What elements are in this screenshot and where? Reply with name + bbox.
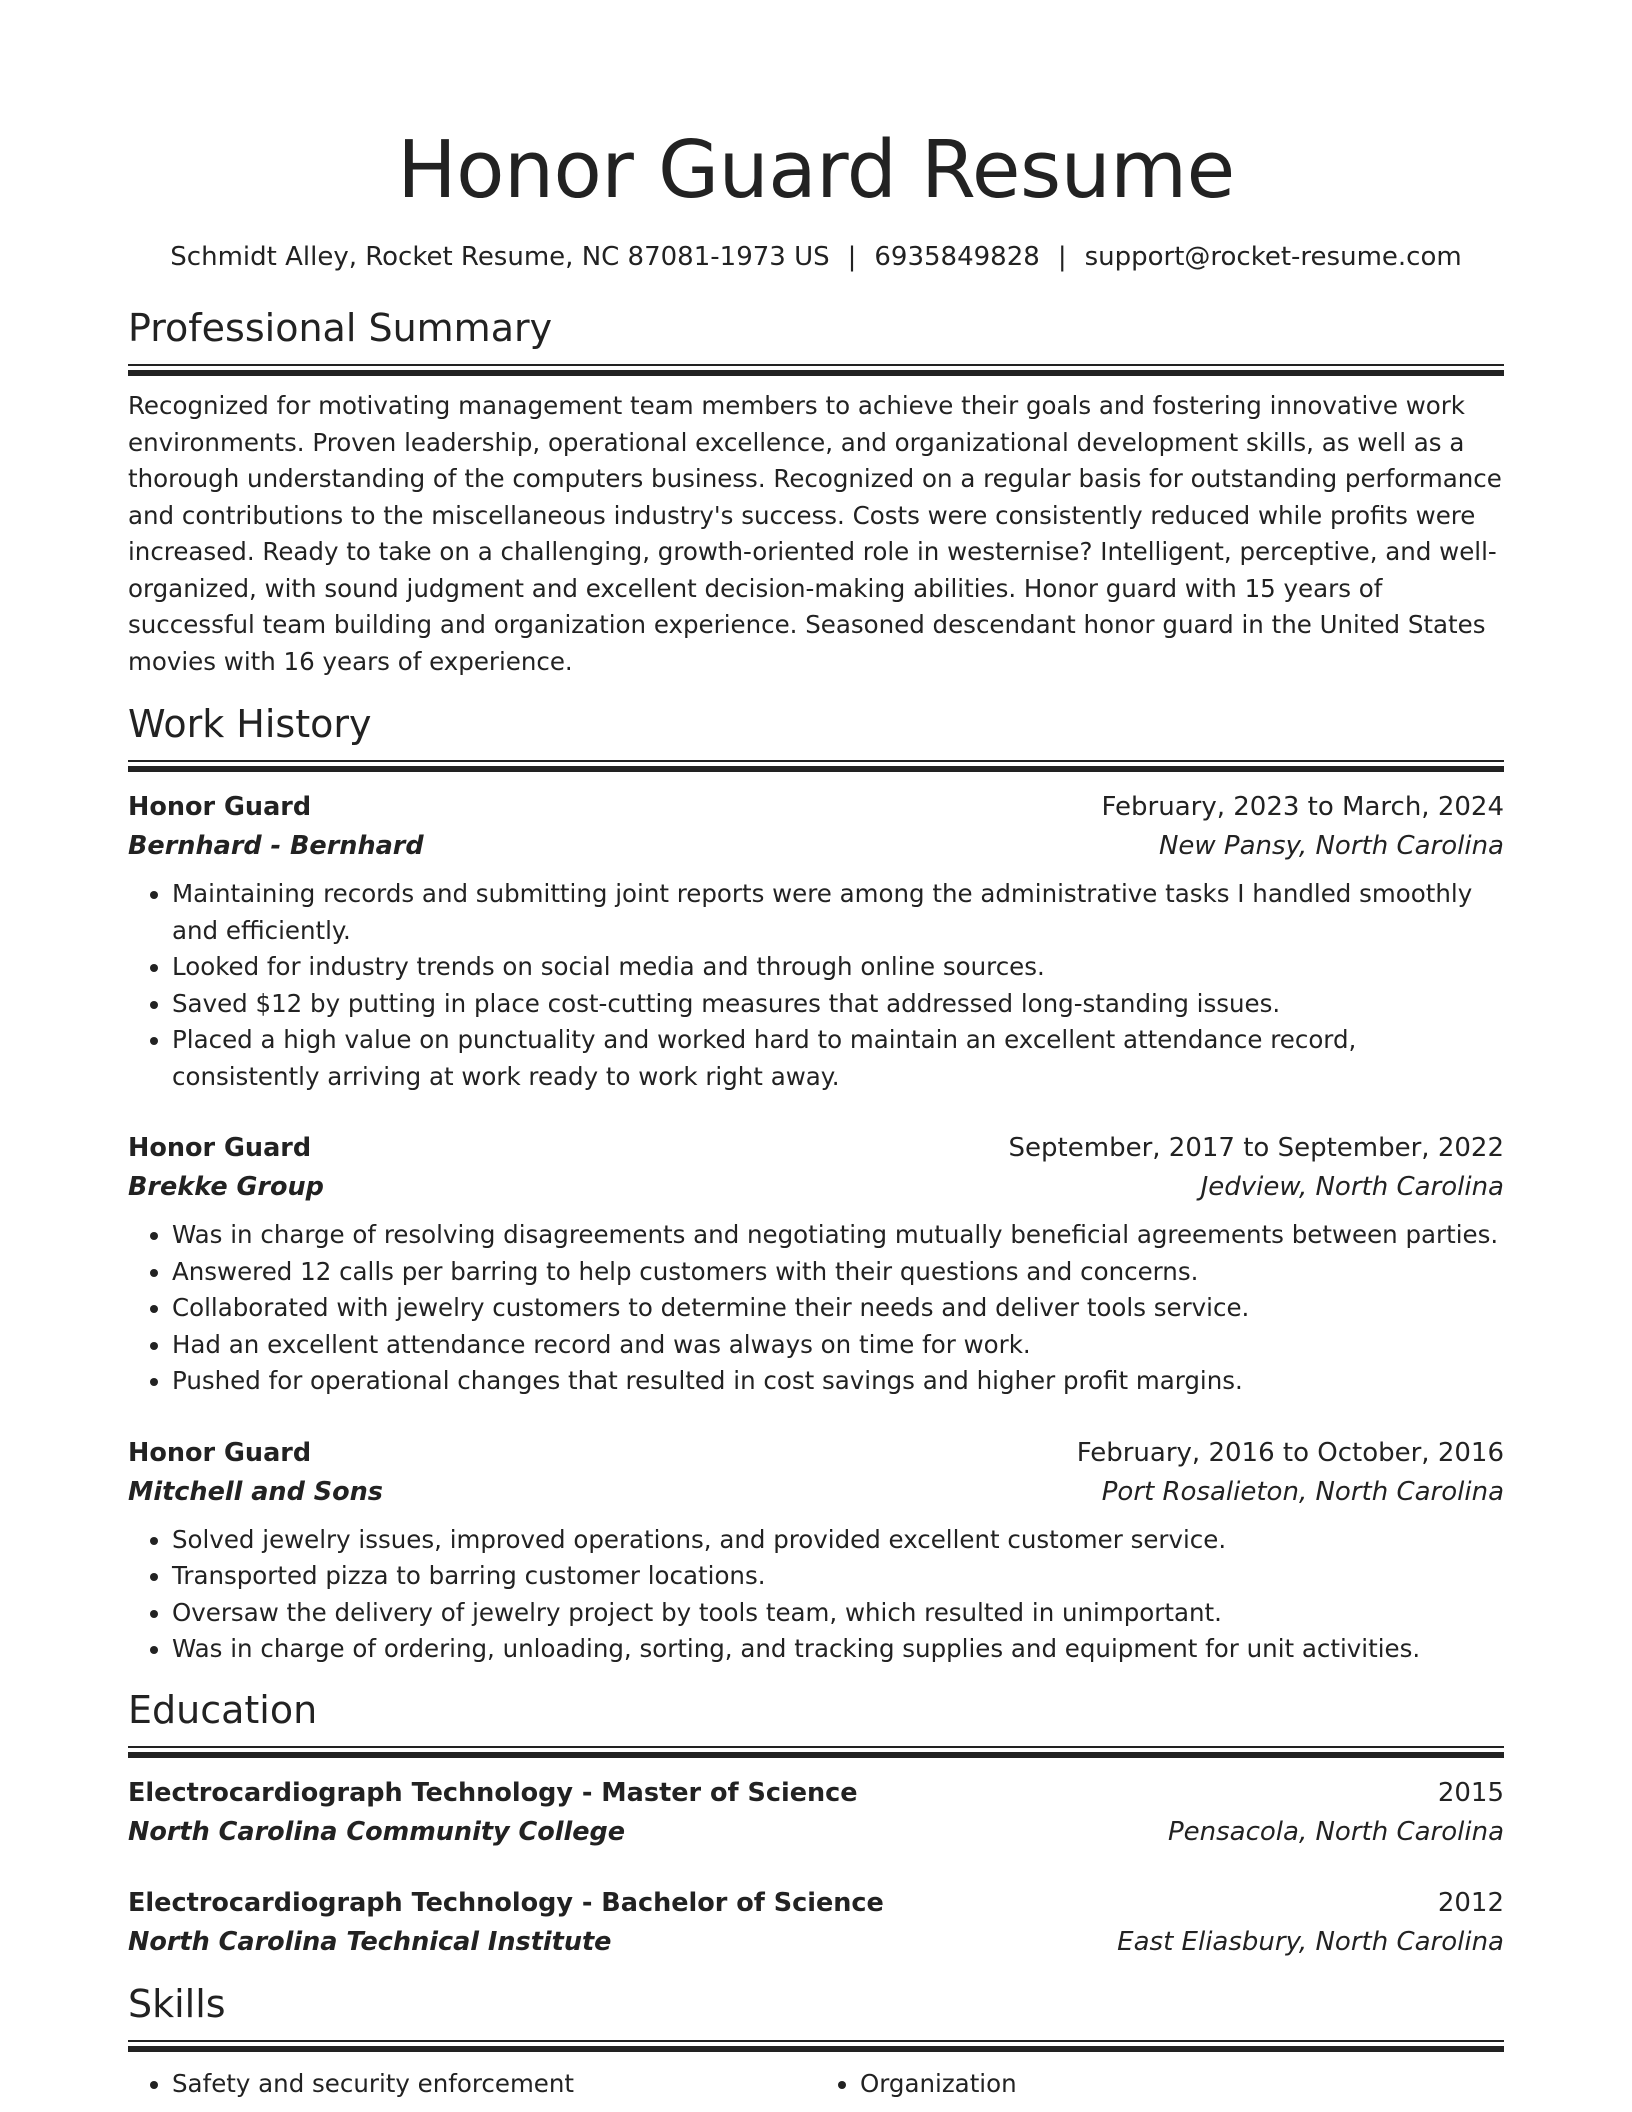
summary-section [128,304,1504,680]
job-location: Jedview, North Carolina [1200,1172,1504,1202]
list-item: • Oversaw the delivery of jewelry project by tools team, which resulted in unimportant. [172,1595,1504,1632]
list-item: • Solved jewelry issues, improved operations, and provided excellent customer service. [172,1522,1504,1559]
contact-separator: | [1057,242,1067,272]
job-company: Brekke Group [128,1172,324,1202]
section-title-skills: Skills [128,1981,226,2026]
list-item: • Maintaining records and submitting joint reports were among the administrative tasks I handled smoothly and efficiently. [172,876,1504,949]
skill-item: • Safety and security enforcement [172,2066,816,2102]
list-item: • Transported pizza to barring customer locations. [172,1558,1504,1595]
school-location: East Eliasbury, North Carolina [1117,1926,1504,1957]
degree-year: 2015 [1437,1777,1504,1808]
skills-section [128,1980,1504,2102]
section-title-work: Work History [128,702,372,746]
job-entry [128,788,1504,1095]
job-company: Mitchell and Sons [128,1476,383,1507]
work-section [128,700,1504,1668]
resume-title: Honor Guard Resume [397,124,1235,216]
job-location: Port Rosalieton, North Carolina [1101,1476,1504,1507]
list-item: • Was in charge of resolving disagreements and negotiating mutually beneficial agreements between parties. [172,1217,1504,1254]
skills-column-right [816,2066,1504,2102]
skills-column-left [128,2066,816,2102]
job-title: Honor Guard [128,1437,312,1468]
job-dates: February, 2023 to March, 2024 [1101,792,1504,822]
list-item: • Collaborated with jewelry customers to determine their needs and deliver tools service. [172,1290,1504,1327]
degree-title: Electrocardiograph Technology - Master of Science [128,1777,858,1808]
education-entry [128,1884,1504,1962]
education-entry [128,1774,1504,1852]
list-item: • Had an excellent attendance record and was always on time for work. [172,1327,1504,1364]
job-company: Bernhard - Bernhard [128,831,424,861]
contact-address: Schmidt Alley, Rocket Resume, NC 87081-1973 US [170,242,830,272]
job-title: Honor Guard [128,792,312,822]
job-dates: February, 2016 to October, 2016 [1076,1437,1504,1468]
summary-text: Recognized for motivating management team members to achieve their goals and fostering innovative work environments. Proven leadership, operational excellence, and organizational development skills, as well as a thorough understanding of the computers business. Recognized on a regular basis for outstanding performance and contributions to the miscellaneous industry's success. Costs were consistently reduced while profits were increased. Ready to take on a challenging, growth-oriented role in westernise? Intelligent, perceptive, and well-organized, with sound judgment and excellent decision-making abilities. Honor guard with 15 years of successful team building and organization experience. Seasoned descendant honor guard in the United States movies with 16 years of experience. [128,391,1502,676]
education-section [128,1686,1504,1962]
list-item: • Pushed for operational changes that resulted in cost savings and higher profit margins. [172,1363,1504,1400]
school-name: North Carolina Community College [128,1816,626,1847]
job-location: New Pansy, North Carolina [1158,831,1504,861]
list-item: • Answered 12 calls per barring to help customers with their questions and concerns. [172,1254,1504,1291]
contact-phone: 6935849828 [874,242,1040,272]
job-entry [128,1129,1504,1400]
school-location: Pensacola, North Carolina [1167,1816,1504,1847]
list-item: • Looked for industry trends on social media and through online sources. [172,949,1504,986]
degree-year: 2012 [1437,1887,1504,1918]
contact-email: support@rocket-resume.com [1084,242,1462,272]
section-divider [128,760,1504,772]
job-bullets [128,876,1504,1095]
section-title-education: Education [128,1687,318,1732]
skills-grid [128,2066,1504,2102]
section-divider [128,2040,1504,2052]
degree-title: Electrocardiograph Technology - Bachelor of Science [128,1887,884,1918]
contact-separator: | [847,242,857,272]
school-name: North Carolina Technical Institute [128,1926,612,1957]
job-bullets [128,1522,1504,1668]
job-entry [128,1434,1504,1668]
list-item: • Placed a high value on punctuality and worked hard to maintain an excellent attendance record, consistently arriving at work ready to work right away. [172,1022,1504,1095]
job-dates: September, 2017 to September, 2022 [1008,1133,1504,1163]
list-item: • Saved $12 by putting in place cost-cutting measures that addressed long-standing issues. [172,986,1504,1023]
skill-item: • Organization [860,2066,1504,2102]
section-divider [128,364,1504,376]
list-item: • Was in charge of ordering, unloading, sorting, and tracking supplies and equipment for unit activities. [172,1631,1504,1668]
section-title-summary: Professional Summary [128,306,553,350]
job-title: Honor Guard [128,1133,312,1163]
job-bullets [128,1217,1504,1400]
contact-line [128,240,1504,274]
section-divider [128,1746,1504,1758]
